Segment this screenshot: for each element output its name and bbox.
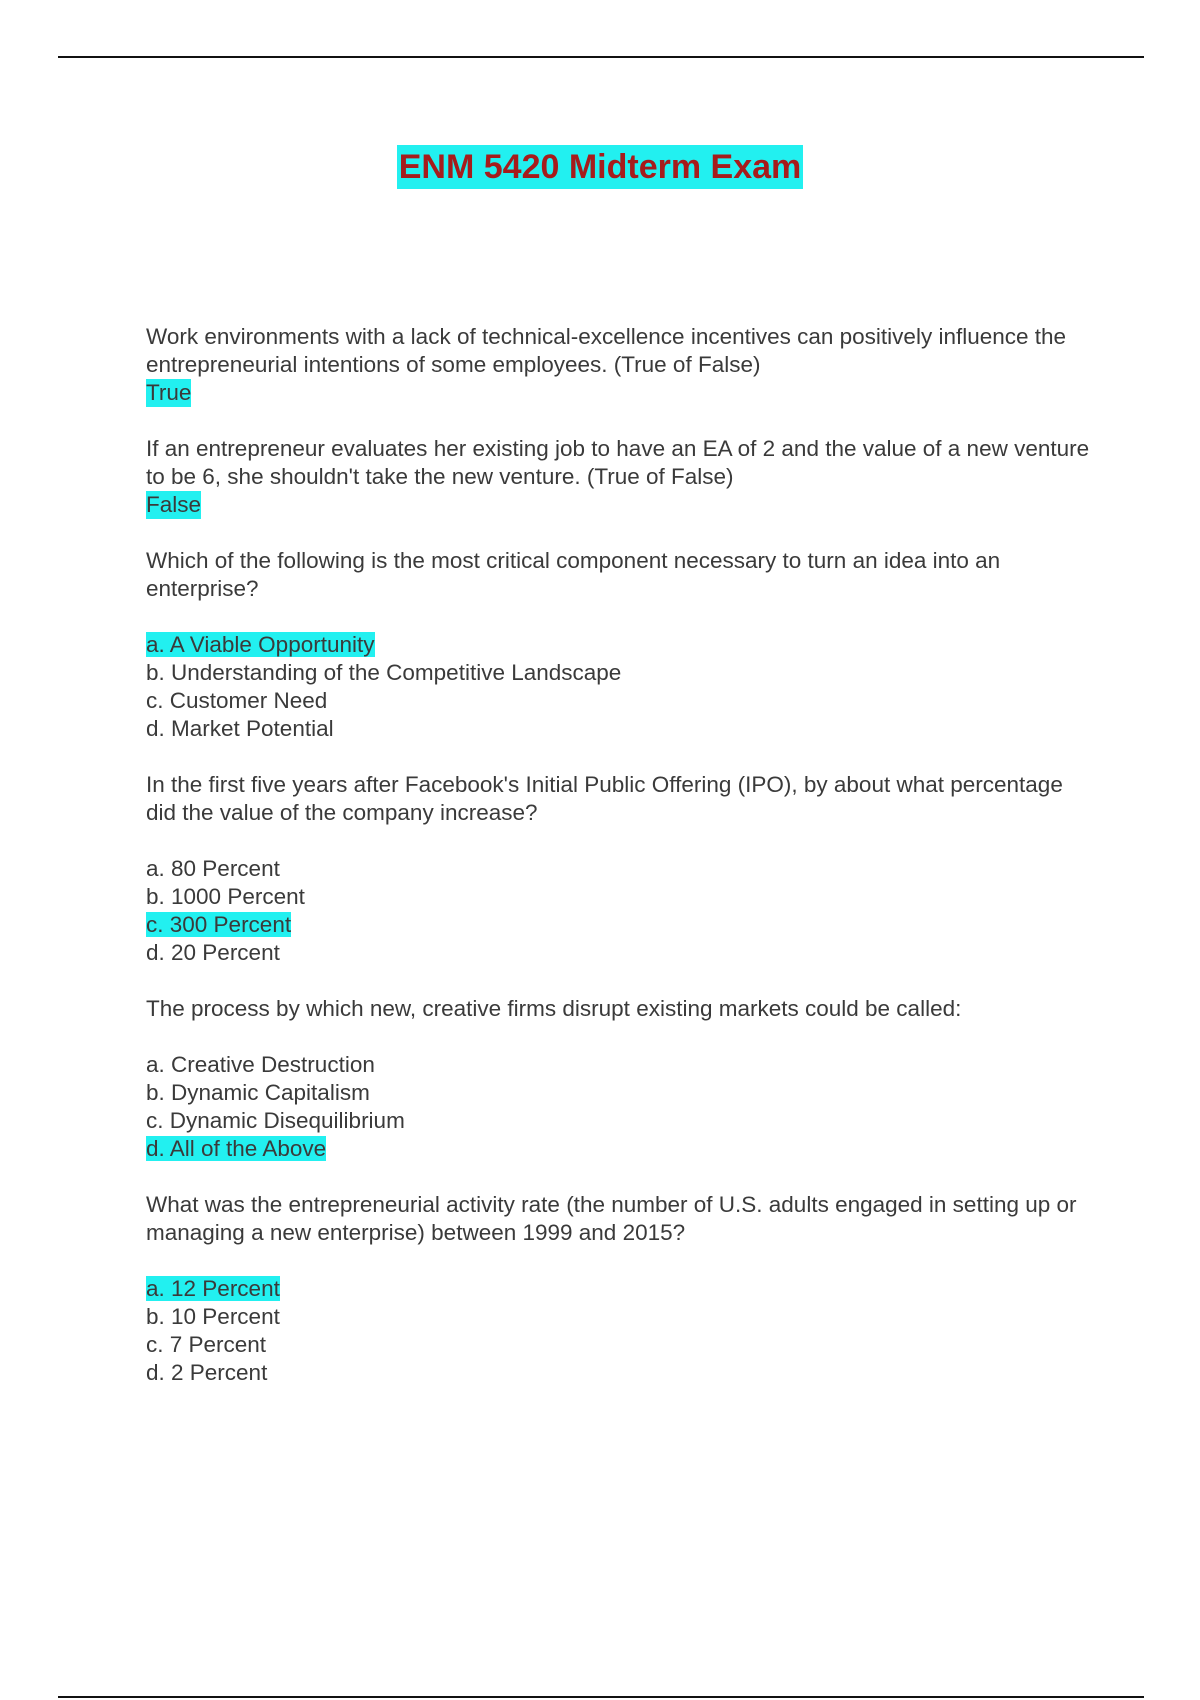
option-b: b. 10 Percent	[146, 1304, 280, 1329]
bottom-rule	[58, 1696, 1144, 1698]
option-item	[146, 1135, 1096, 1163]
top-rule	[58, 56, 1144, 58]
option-c: c. 7 Percent	[146, 1332, 267, 1357]
option-item	[146, 911, 1096, 939]
option-d: d. All of the Above	[146, 1136, 327, 1161]
option-item	[146, 939, 1096, 967]
question-4	[146, 771, 1096, 967]
question-text: In the first five years after Facebook's Initial Public Offering (IPO), by about what percentage did the value of the company increase?	[146, 772, 1063, 825]
option-c: c. Customer Need	[146, 688, 328, 713]
option-item	[146, 1331, 1096, 1359]
option-list	[146, 1051, 1096, 1163]
option-item	[146, 1107, 1096, 1135]
option-item	[146, 883, 1096, 911]
exam-content	[146, 323, 1096, 1415]
page-title: ENM 5420 Midterm Exam	[397, 145, 804, 189]
option-b: b. 1000 Percent	[146, 884, 305, 909]
answer-highlight: True	[146, 380, 192, 405]
option-d: d. 2 Percent	[146, 1360, 268, 1385]
question-text: The process by which new, creative firms disrupt existing markets could be called:	[146, 996, 962, 1021]
question-text: Work environments with a lack of technical-excellence incentives can positively influence the entrepreneurial intentions of some employees. (True of False)	[146, 324, 1067, 377]
option-b: b. Understanding of the Competitive Landscape	[146, 660, 622, 685]
question-text: If an entrepreneur evaluates her existing job to have an EA of 2 and the value of a new venture to be 6, she shouldn't take the new venture. (True of False)	[146, 436, 1090, 489]
option-item	[146, 1275, 1096, 1303]
option-d: d. 20 Percent	[146, 940, 280, 965]
option-item	[146, 1303, 1096, 1331]
question-5	[146, 995, 1096, 1163]
option-item	[146, 631, 1096, 659]
option-item	[146, 1079, 1096, 1107]
question-text: Which of the following is the most critical component necessary to turn an idea into an enterprise?	[146, 548, 1001, 601]
question-text: What was the entrepreneurial activity rate (the number of U.S. adults engaged in setting up or managing a new enterprise) between 1999 and 2015?	[146, 1192, 1077, 1245]
title-block	[0, 145, 1200, 189]
option-item	[146, 659, 1096, 687]
answer-highlight: False	[146, 492, 202, 517]
question-3	[146, 547, 1096, 743]
option-a: a. Creative Destruction	[146, 1052, 375, 1077]
option-list	[146, 1275, 1096, 1387]
option-a: a. 12 Percent	[146, 1276, 280, 1301]
question-1	[146, 323, 1096, 407]
option-c: c. Dynamic Disequilibrium	[146, 1108, 405, 1133]
option-item	[146, 715, 1096, 743]
option-c: c. 300 Percent	[146, 912, 292, 937]
question-2	[146, 435, 1096, 519]
option-item	[146, 855, 1096, 883]
option-b: b. Dynamic Capitalism	[146, 1080, 370, 1105]
option-a: a. A Viable Opportunity	[146, 632, 375, 657]
option-a: a. 80 Percent	[146, 856, 280, 881]
option-list	[146, 631, 1096, 743]
option-item	[146, 687, 1096, 715]
option-item	[146, 1359, 1096, 1387]
option-d: d. Market Potential	[146, 716, 334, 741]
question-6	[146, 1191, 1096, 1387]
option-list	[146, 855, 1096, 967]
option-item	[146, 1051, 1096, 1079]
